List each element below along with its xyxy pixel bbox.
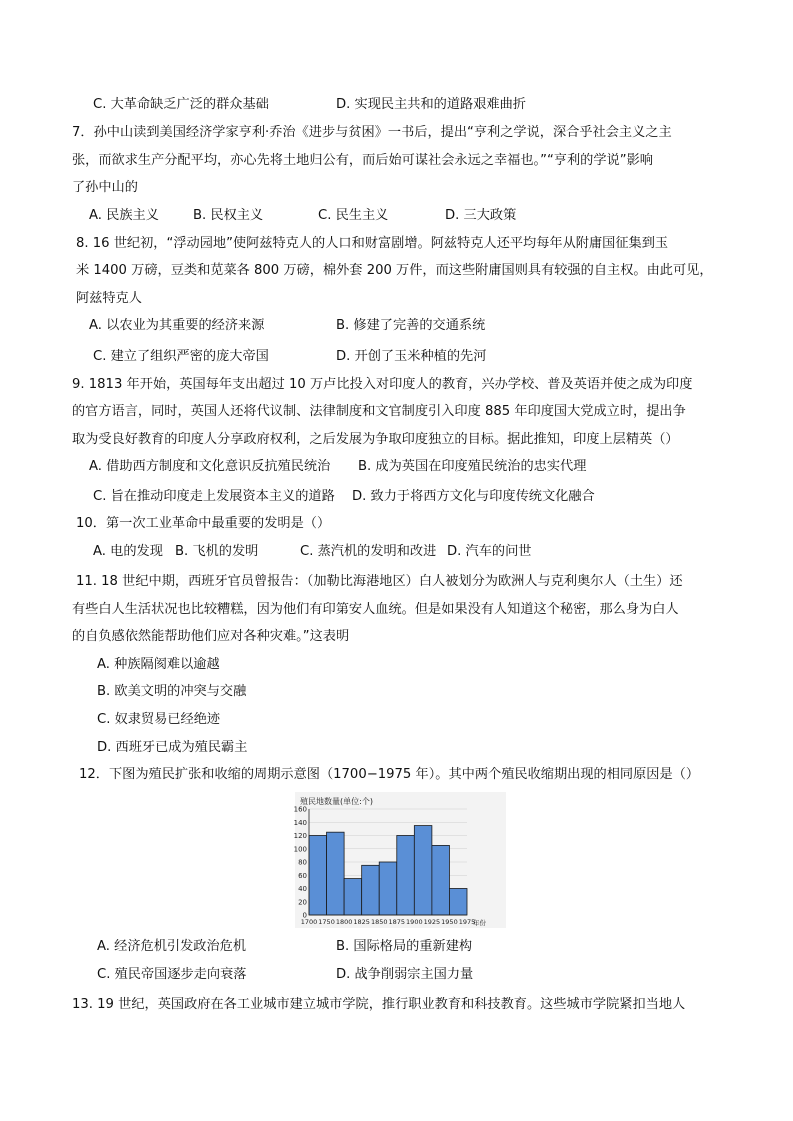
q8-option-a: A. 以农业为其重要的经济来源 [89, 318, 265, 333]
x-tick-label: 1825 [353, 918, 370, 926]
q12-stem: 12．下图为殖民扩张和收缩的周期示意图（1700−1975 年）。其中两个殖民收缩期出现的相同原因是（） [79, 767, 700, 782]
q7-stem-line-2: 张，而欲求生产分配平均，亦心先将土地归公有，而后始可谋社会永远之幸福也。”“亨利的学说”影响 [72, 153, 653, 168]
x-tick-label: 1900 [406, 918, 423, 926]
q11-option-c: C. 奴隶贸易已经绝迹 [97, 712, 221, 727]
q9-option-c: C. 旨在推动印度走上发展资本主义的道路 [93, 489, 335, 504]
bar-1950 [449, 889, 467, 916]
q7-option-b: B. 民权主义 [193, 208, 264, 223]
q7-option-c: C. 民生主义 [318, 208, 389, 223]
bar-1925 [432, 845, 450, 915]
q12-option-d: D. 战争削弱宗主国力量 [336, 967, 474, 982]
y-tick-label: 40 [298, 885, 307, 893]
y-tick-label: 100 [293, 845, 307, 854]
q8-stem-line-2: 米 1400 万磅，豆类和苋菜各 800 万磅，棉外套 200 万件，而这些附庸国则具有较强的自主权。由此可见， [76, 263, 713, 278]
chart-xlabel: 年份 [473, 919, 486, 927]
q10-option-d: D. 汽车的问世 [447, 544, 532, 559]
q8-stem-line-1: 8. 16 世纪初，“浮动园地”使阿兹特克人的人口和财富剧增。阿兹特克人还平均每年从附庸国征集到玉 [76, 236, 669, 251]
q12-option-a: A. 经济危机引发政治危机 [97, 939, 247, 954]
bar-1875 [397, 836, 415, 916]
q9-stem-line-3: 取为受良好教育的印度人分享政府权利，之后发展为争取印度独立的目标。据此推知，印度上层精英（） [72, 432, 679, 447]
x-tick-label: 1925 [423, 918, 441, 926]
x-tick-label: 1875 [388, 918, 406, 926]
q12-option-b: B. 国际格局的重新建构 [336, 939, 473, 954]
y-tick-label: 80 [298, 858, 307, 867]
q9-stem-line-1: 9. 1813 年开始，英国每年支出超过 10 万卢比投入对印度人的教育，兴办学校、普及英语并使之成为印度 [72, 377, 693, 392]
bar-1800 [344, 879, 362, 915]
q9-option-a: A. 借助西方制度和文化意识反抗殖民统治 [89, 459, 331, 474]
bar-chart-svg [295, 792, 506, 928]
q11-stem-line-1: 11. 18 世纪中期，西班牙官员曾报告：（加勒比海港地区）白人被划分为欧洲人与克利奥尔人（土生）还 [76, 574, 683, 589]
x-tick-label: 1850 [370, 918, 388, 926]
q11-stem-line-3: 的自负感依然能帮助他们应对各种灾难。”这表明 [72, 629, 350, 644]
x-tick-label: 1800 [335, 918, 353, 926]
q11-stem-line-2: 有些白人生活状况也比较糟糕，因为他们有印第安人血统。但是如果没有人知道这个秘密，那么身为白人 [72, 602, 679, 617]
q9-stem-line-2: 的官方语言，同时，英国人还将代议制、法律制度和文官制度引入印度 885 年印度国大党成立时，提出争 [72, 404, 686, 419]
q6-option-d: D. 实现民主共和的道路艰难曲折 [336, 97, 526, 112]
q7-option-d: D. 三大政策 [445, 208, 517, 223]
q9-option-b: B. 成为英国在印度殖民统治的忠实代理 [358, 459, 587, 474]
q6-option-c: C. 大革命缺乏广泛的群众基础 [93, 97, 269, 112]
q11-option-d: D. 西班牙已成为殖民霸主 [97, 740, 248, 755]
q9-option-d: D. 致力于将西方文化与印度传统文化融合 [352, 489, 595, 504]
y-tick-label: 120 [293, 832, 307, 840]
q10-option-b: B. 飞机的发明 [175, 544, 259, 559]
x-tick-label: 1950 [441, 918, 458, 926]
q11-option-a: A. 种族隔阂难以逾越 [97, 657, 220, 672]
bar-1900 [414, 826, 432, 915]
q10-option-c: C. 蒸汽机的发明和改进 [300, 544, 437, 559]
bar-1750 [327, 832, 345, 915]
q8-option-d: D. 开创了玉米种植的先河 [336, 349, 487, 364]
q7-stem-line-3: 了孙中山的 [72, 180, 138, 195]
q13-stem-line-1: 13. 19 世纪，英国政府在各工业城市建立城市学院，推行职业教育和科技教育。这些城市学院紧扣当地人 [72, 997, 686, 1012]
q12-option-c: C. 殖民帝国逐步走向衰落 [97, 967, 247, 982]
bar-1700 [309, 836, 327, 916]
bar-1825 [362, 865, 380, 915]
bar-1850 [379, 862, 397, 915]
q7-stem-line-1: 7．孙中山读到美国经济学家亨利·乔治《进步与贫困》一书后，提出“亨利之学说，深合乎社会主义之主 [72, 125, 672, 140]
y-tick-label: 60 [298, 871, 307, 880]
q10-stem: 10．第一次工业革命中最重要的发明是（） [76, 516, 331, 531]
x-tick-label: 1750 [318, 918, 335, 926]
q8-option-c: C. 建立了组织严密的庞大帝国 [93, 349, 269, 364]
q8-stem-line-3: 阿兹特克人 [76, 291, 142, 306]
q11-option-b: B. 欧美文明的冲突与交融 [97, 684, 247, 699]
q7-option-a: A. 民族主义 [89, 208, 159, 223]
y-tick-label: 140 [293, 818, 307, 827]
y-tick-label: 20 [298, 898, 307, 907]
y-tick-label: 0 [302, 911, 307, 920]
colony-count-chart [295, 792, 506, 928]
y-tick-label: 160 [293, 805, 307, 814]
x-tick-label: 1700 [300, 918, 318, 926]
q8-option-b: B. 修建了完善的交通系统 [336, 318, 486, 333]
chart-ylabel: 殖民地数量(单位:个) [300, 797, 373, 806]
q10-option-a: A. 电的发现 [93, 544, 163, 559]
x-tick-label: 1975 [458, 918, 476, 926]
